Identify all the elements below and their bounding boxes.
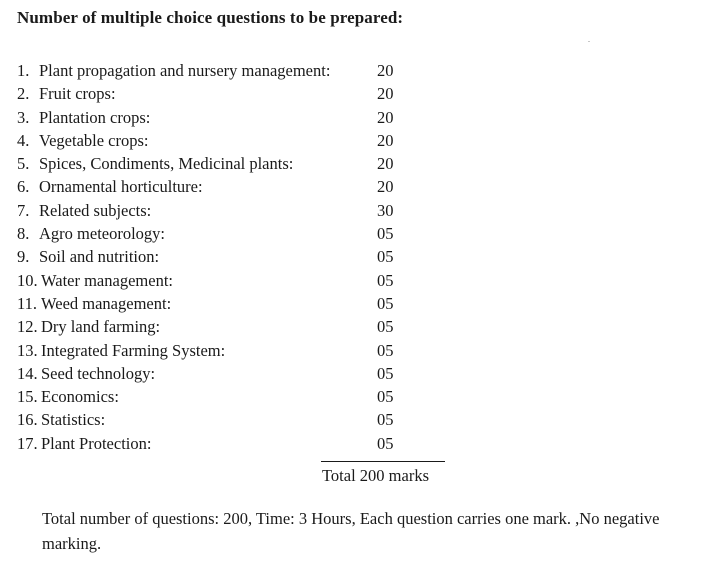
- subject-number: 2.: [17, 84, 30, 104]
- subject-number: 8.: [17, 224, 30, 244]
- total-divider: [321, 461, 445, 462]
- subject-number: 1.: [17, 61, 30, 80]
- subject-number: 12.: [17, 317, 38, 337]
- subject-label: Plantation crops:: [39, 107, 151, 127]
- subject-label: Ornamental horticulture:: [39, 177, 203, 197]
- subject-label: Economics:: [41, 387, 119, 407]
- subject-row: [17, 222, 437, 245]
- exam-note: Total number of questions: 200, Time: 3 Hours, Each question carries one mark. ,No negative marking.: [42, 509, 660, 553]
- subject-row: [17, 152, 437, 175]
- subject-label: Seed technology:: [41, 363, 156, 383]
- subject-row: [17, 245, 437, 268]
- subject-label: Spices, Condiments, Medicinal plants:: [39, 154, 294, 174]
- subject-label: Weed management:: [41, 293, 172, 313]
- subject-number: 7.: [17, 200, 30, 220]
- subject-question-count: 20: [377, 177, 394, 197]
- subject-label: Vegetable crops:: [39, 130, 149, 150]
- subject-question-count: 30: [377, 200, 394, 220]
- subject-question-count: 20: [377, 61, 394, 80]
- subject-row: [17, 408, 437, 431]
- subject-label: Soil and nutrition:: [39, 247, 160, 267]
- subject-number: 13.: [17, 340, 38, 360]
- subject-label: Plant propagation and nursery management:: [39, 61, 331, 80]
- subject-label: Plant Protection:: [41, 433, 152, 453]
- subject-number: 11.: [17, 293, 38, 313]
- subject-row: [17, 59, 437, 82]
- subject-row: [17, 129, 437, 152]
- subject-question-count: 20: [377, 107, 394, 127]
- subject-question-count: 20: [377, 130, 394, 150]
- subject-row: [17, 175, 437, 198]
- subject-number: 9.: [17, 247, 30, 267]
- subject-number: 16.: [17, 410, 38, 430]
- subject-number: 4.: [17, 130, 30, 150]
- subject-number: 5.: [17, 154, 30, 174]
- subject-question-count: 05: [377, 363, 394, 383]
- subject-number: 17.: [17, 433, 38, 453]
- subject-row: [17, 385, 437, 408]
- subject-question-count: 05: [377, 317, 394, 337]
- subject-question-count: 05: [377, 247, 394, 267]
- page-heading: Number of multiple choice questions to be prepared:: [17, 8, 404, 27]
- subject-row: [17, 106, 437, 129]
- subject-list: [17, 59, 437, 455]
- subject-label: Dry land farming:: [41, 317, 161, 337]
- subject-label: Fruit crops:: [39, 84, 116, 104]
- subject-question-count: 05: [377, 340, 394, 360]
- scan-speck: [588, 41, 590, 42]
- subject-label: Agro meteorology:: [39, 224, 166, 244]
- subject-row: [17, 199, 437, 222]
- subject-number: 10.: [17, 270, 38, 290]
- subject-row: [17, 292, 437, 315]
- subject-question-count: 05: [377, 224, 394, 244]
- subject-row: [17, 339, 437, 362]
- subject-number: 3.: [17, 107, 30, 127]
- subject-row: [17, 432, 437, 455]
- subject-label: Integrated Farming System:: [41, 340, 226, 360]
- subject-row: [17, 315, 437, 338]
- subject-label: Statistics:: [41, 410, 106, 430]
- subject-number: 14.: [17, 363, 38, 383]
- total-marks: Total 200 marks: [322, 466, 429, 485]
- subject-question-count: 05: [377, 410, 394, 430]
- subject-label: Related subjects:: [39, 200, 152, 220]
- subject-row: [17, 269, 437, 292]
- subject-question-count: 05: [377, 433, 394, 453]
- subject-number: 6.: [17, 177, 30, 197]
- subject-number: 15.: [17, 387, 38, 407]
- subject-row: [17, 82, 437, 105]
- subject-question-count: 20: [377, 154, 394, 174]
- subject-row: [17, 362, 437, 385]
- subject-question-count: 05: [377, 270, 394, 290]
- subject-question-count: 20: [377, 84, 394, 104]
- subject-question-count: 05: [377, 387, 394, 407]
- subject-question-count: 05: [377, 293, 394, 313]
- subject-label: Water management:: [41, 270, 173, 290]
